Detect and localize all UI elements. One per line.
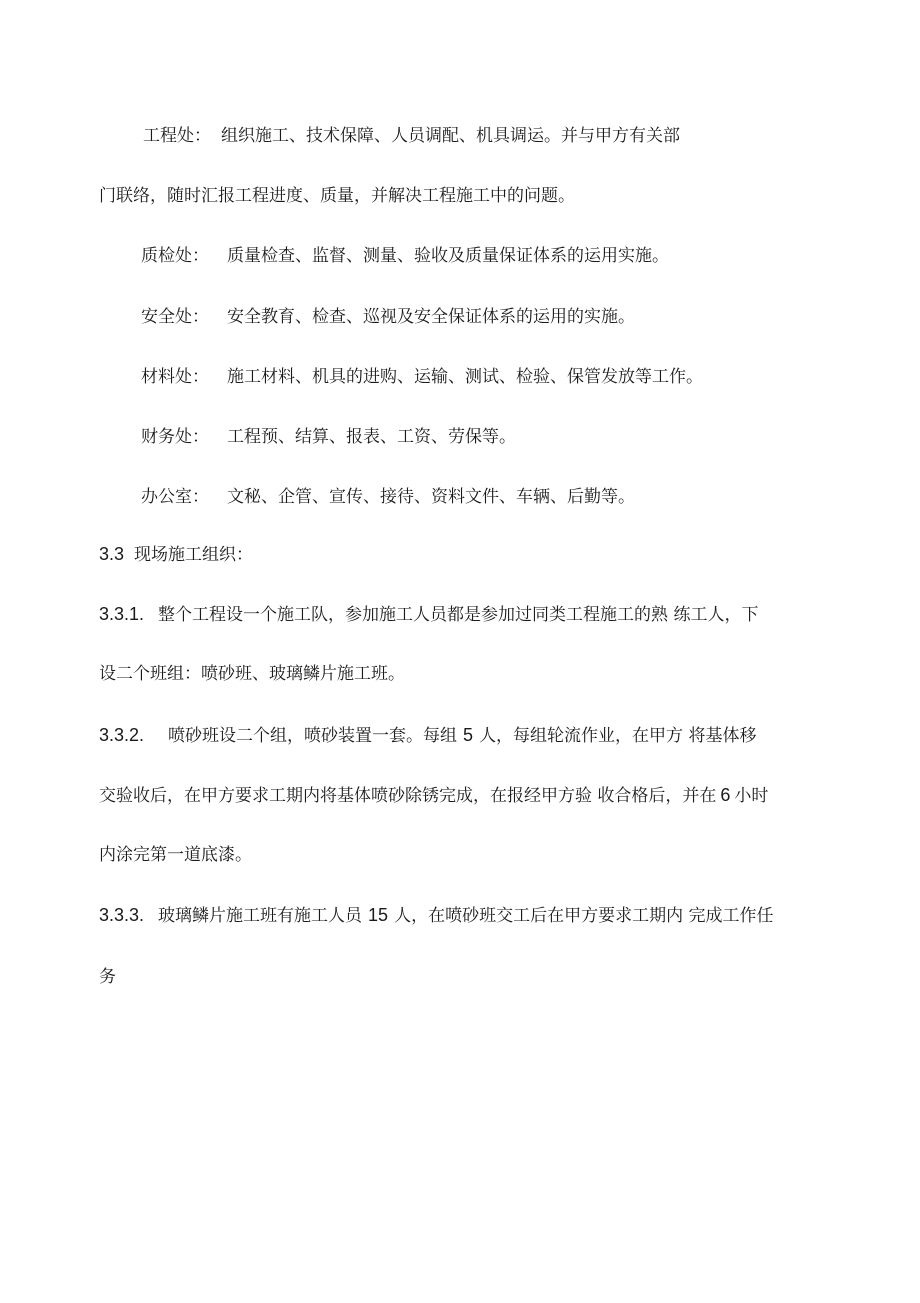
group-size-value: 5: [463, 725, 474, 745]
hours-value: 6: [720, 785, 731, 805]
worker-count-value: 15: [368, 905, 389, 925]
item-text-cont: 小时: [734, 786, 769, 806]
dept-duty-cont: 门联络，随时汇报工程进度、质量，并解决工程施工中的问题。: [99, 186, 575, 206]
section-heading: [99, 542, 253, 566]
item-text: 整个工程设一个施工队，参加施工人员都是参加过同类工程施工的熟 练工人，下: [158, 605, 759, 625]
item-text: 人，每组轮流作业，在甲方 将基体移: [479, 726, 757, 746]
dept-name: 财务处：: [141, 427, 209, 447]
item-text-cont: 内涂完第一道底漆。: [99, 845, 252, 865]
section-number: 3.3: [99, 544, 125, 564]
dept-row-quality: [141, 244, 669, 268]
item-number: 3.3.1.: [99, 604, 145, 624]
item-3-3-3-line2: [99, 965, 116, 989]
dept-name: 材料处：: [141, 367, 209, 387]
dept-row-safety: [141, 305, 635, 329]
item-text-cont: 设二个班组：喷砂班、玻璃鳞片施工班。: [99, 664, 405, 684]
item-3-3-2-line1: [99, 723, 756, 747]
dept-name: 办公室：: [141, 487, 209, 507]
dept-row-engineering-cont: [99, 184, 575, 208]
dept-duty: 工程预、结算、报表、工资、劳保等。: [227, 427, 516, 447]
item-3-3-2-line3: [99, 843, 252, 867]
item-3-3-1-line1: [99, 602, 758, 626]
dept-name: 质检处：: [141, 246, 209, 266]
dept-duty: 质量检查、监督、测量、验收及质量保证体系的运用实施。: [227, 246, 669, 266]
item-3-3-3-line1: [99, 903, 773, 927]
dept-duty: 文秘、企管、宣传、接待、资料文件、车辆、后勤等。: [227, 487, 635, 507]
item-3-3-2-line2: [99, 783, 768, 807]
dept-row-office: [141, 485, 635, 509]
item-number: 3.3.3.: [99, 905, 145, 925]
section-title: 现场施工组织：: [134, 545, 254, 565]
item-text: 玻璃鳞片施工班有施工人员: [158, 906, 363, 926]
dept-row-engineering: [143, 124, 680, 148]
dept-name: 安全处：: [141, 307, 209, 327]
item-text-cont: 交验收后，在甲方要求工期内将基体喷砂除锈完成，在报经甲方验 收合格后，并在: [99, 786, 717, 806]
dept-duty: 组织施工、技术保障、人员调配、机具调运。并与甲方有关部: [221, 126, 680, 146]
dept-row-materials: [141, 365, 703, 389]
item-text-cont: 务: [99, 967, 116, 987]
dept-duty: 施工材料、机具的进购、运输、测试、检验、保管发放等工作。: [227, 367, 703, 387]
dept-duty: 安全教育、检查、巡视及安全保证体系的运用的实施。: [227, 307, 635, 327]
item-text: 人，在喷砂班交工后在甲方要求工期内 完成工作任: [394, 906, 774, 926]
dept-row-finance: [141, 425, 516, 449]
item-number: 3.3.2.: [99, 725, 145, 745]
item-text: 喷砂班设二个组，喷砂装置一套。每组: [168, 726, 458, 746]
dept-name: 工程处：: [143, 126, 211, 146]
item-3-3-1-line2: [99, 662, 405, 686]
